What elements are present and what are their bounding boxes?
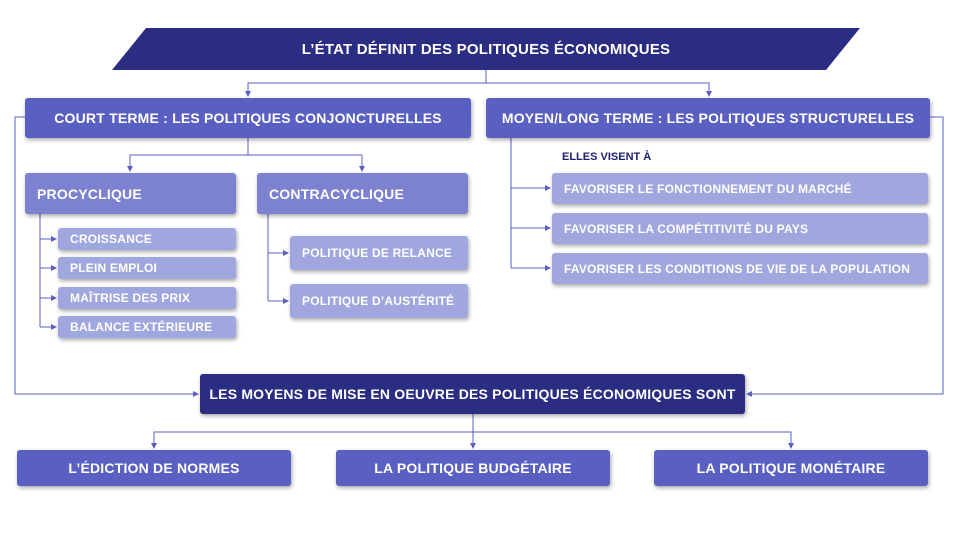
structural-item-marche: FAVORISER LE FONCTIONNEMENT DU MARCHÉ xyxy=(552,173,928,204)
long-term-intro: ELLES VISENT À xyxy=(562,151,652,163)
procyclique-box: PROCYCLIQUE xyxy=(25,173,236,214)
long-term-box: MOYEN/LONG TERME : LES POLITIQUES STRUCTURELLES xyxy=(486,98,930,138)
procyclique-item-plein-emploi: PLEIN EMPLOI xyxy=(58,257,236,279)
means-item-budgetaire: LA POLITIQUE BUDGÉTAIRE xyxy=(336,450,610,486)
structural-item-conditions-vie: FAVORISER LES CONDITIONS DE VIE DE LA POPULATION xyxy=(552,253,928,284)
short-term-box: COURT TERME : LES POLITIQUES CONJONCTURELLES xyxy=(25,98,471,138)
procyclique-item-maitrise-prix: MAÎTRISE DES PRIX xyxy=(58,287,236,309)
structural-item-competitivite: FAVORISER LA COMPÉTITIVITÉ DU PAYS xyxy=(552,213,928,244)
means-item-monetaire: LA POLITIQUE MONÉTAIRE xyxy=(654,450,928,486)
means-item-normes: L’ÉDICTION DE NORMES xyxy=(17,450,291,486)
contracyclique-box: CONTRACYCLIQUE xyxy=(257,173,468,214)
procyclique-item-croissance: CROISSANCE xyxy=(58,228,236,250)
procyclique-item-balance: BALANCE EXTÉRIEURE xyxy=(58,316,236,338)
title-text: L’ÉTAT DÉFINIT DES POLITIQUES ÉCONOMIQUES xyxy=(301,40,671,58)
contracyclique-item-austerite: POLITIQUE D’AUSTÉRITÉ xyxy=(290,284,468,318)
means-box: LES MOYENS DE MISE EN OEUVRE DES POLITIQUES ÉCONOMIQUES SONT xyxy=(200,374,745,414)
contracyclique-item-relance: POLITIQUE DE RELANCE xyxy=(290,236,468,270)
title-banner xyxy=(112,28,860,70)
